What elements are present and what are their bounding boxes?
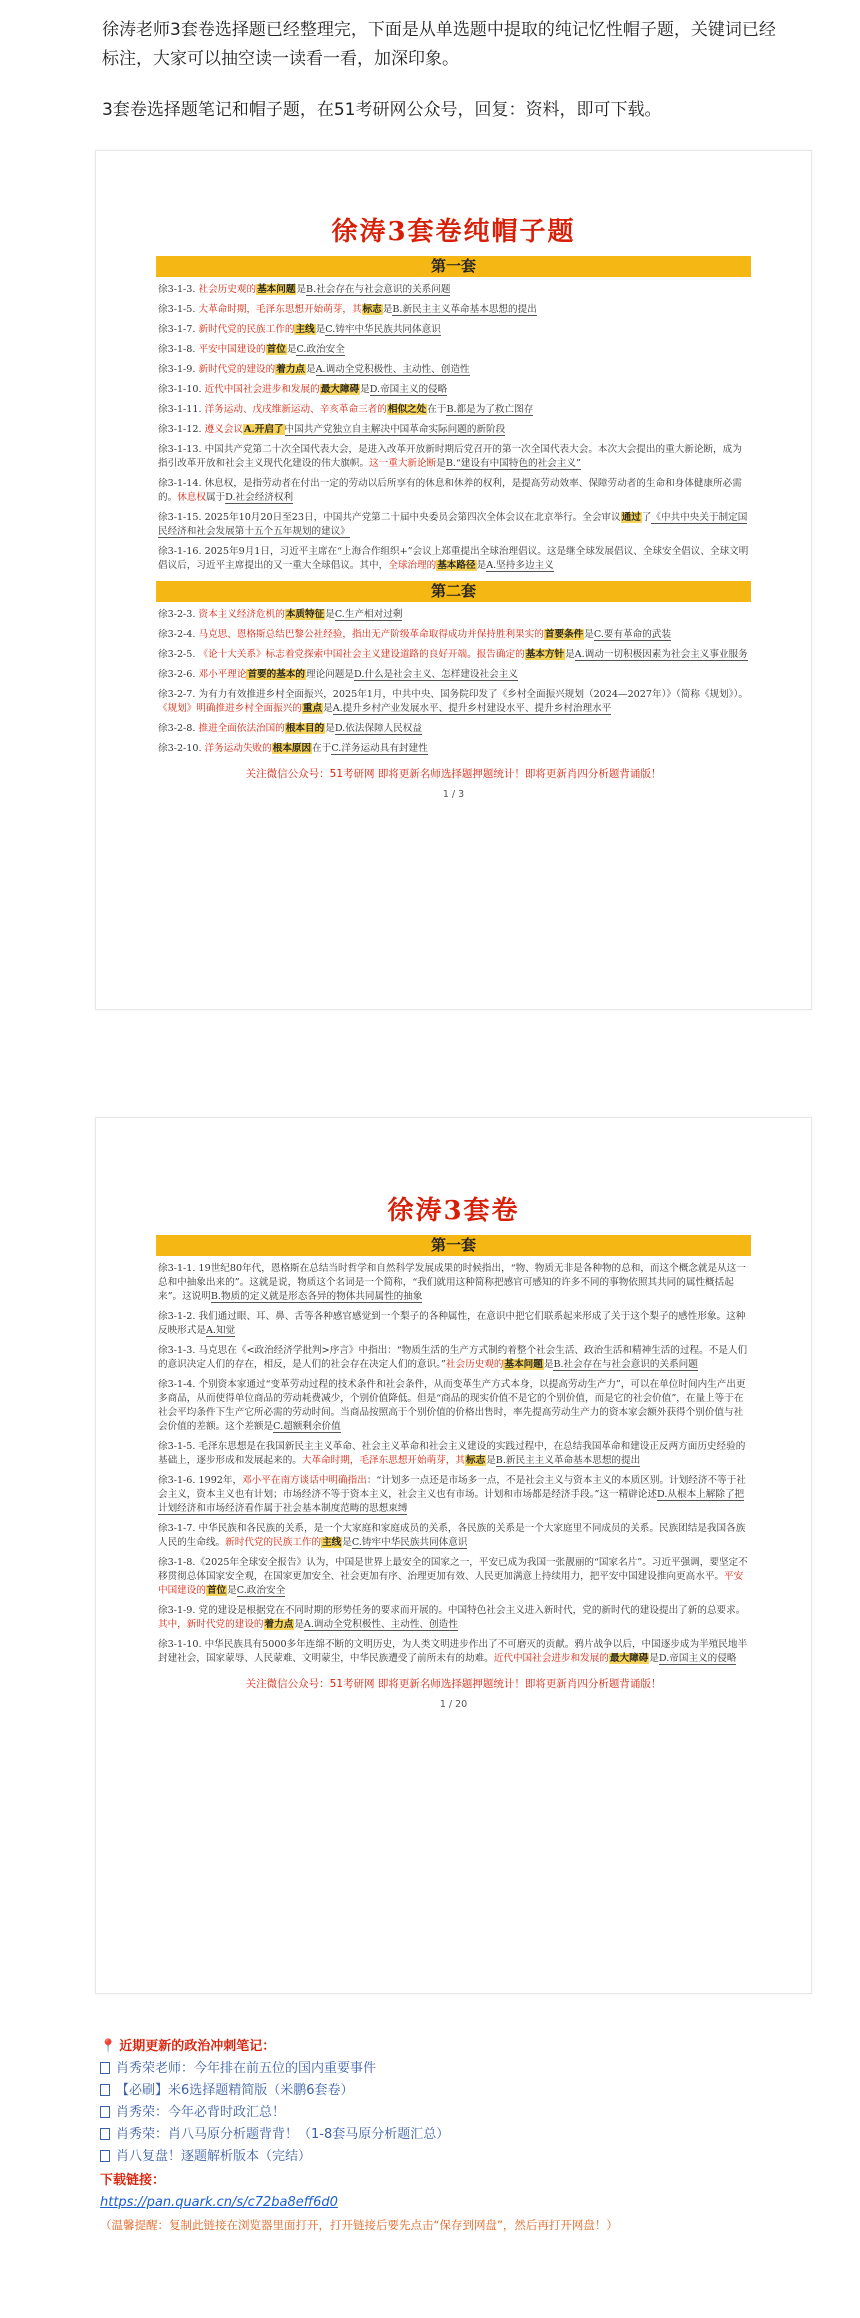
list-item: 徐3-2-5. 《论十大关系》标志着党探索中国社会主义建设道路的良好开端。报告确定的基本方针是A.调动一切积极因素为社会主义事业服务 xyxy=(158,649,748,660)
document-icon xyxy=(100,2128,110,2140)
list-item: 徐3-1-16. 2025年9月1日，习近平主席在“上海合作组织+”会议上郑重提出全球治理倡议。这是继全球发展倡议、全球安全倡议、全球文明倡议后，习近平主席提出的又一重大全球倡议。其中，全球治理的基本路径是A.坚持多边主义 xyxy=(158,546,749,571)
list-item: 徐3-1-3. 社会历史观的基本问题是B.社会存在与社会意识的关系问题 xyxy=(158,284,451,295)
document-icon xyxy=(100,2150,110,2162)
article-link[interactable]: 肖秀荣：肖八马原分析题背背！（1-8套马原分析题汇总） xyxy=(100,2124,800,2146)
list-item: 徐3-1-11. 洋务运动、戊戌维新运动、辛亥革命三者的相似之处在于B.都是为了救亡图存 xyxy=(158,404,534,415)
page-footer: 关注微信公众号：51考研网 即将更新名师选择题押题统计！即将更新肖四分析题背诵版！ xyxy=(245,768,662,780)
list-item: 徐3-1-8.《2025年全球安全报告》认为，中国是世界上最安全的国家之一，平安已成为我国一张靓丽的“国家名片”。习近平强调，要坚定不移贯彻总体国家安全观，在国家更加安全、社会更加有序、治理更加有效、人民更加满意上持续用力，把平安中国建设推向更高水平。平安中国建设的首位是C.政治安全 xyxy=(158,1557,748,1596)
links-section xyxy=(100,2036,800,2236)
question-list xyxy=(158,283,749,573)
page-number: 1 / 3 xyxy=(442,789,465,800)
question-list xyxy=(158,608,749,756)
section-bar: 第一套 xyxy=(156,256,751,277)
tip-text: （温馨提醒：复制此链接在浏览器里面打开，打开链接后要先点击“保存到网盘”，然后再打开网盘！） xyxy=(100,2218,618,2232)
links-header: 📍 近期更新的政治冲刺笔记： xyxy=(100,2039,276,2054)
list-item: 徐3-1-5. 毛泽东思想是在我国新民主主义革命、社会主义革命和社会主义建设的实践过程中，在总结我国革命和建设正反两方面历史经验的基础上，逐步形成和发展起来的。大革命时期，毛泽东思想开始萌芽，其标志是B.新民主主义革命基本思想的提出 xyxy=(158,1441,746,1466)
intro-paragraph: 徐涛老师3套卷选择题已经整理完，下面是从单选题中提取的纯记忆性帽子题，关键词已经标注，大家可以抽空读一读看一看，加深印象。 xyxy=(102,20,776,69)
list-item: 徐3-2-8. 推进全面依法治国的根本目的是D.依法保障人民权益 xyxy=(158,723,422,734)
download-url[interactable]: https://pan.quark.cn/s/c72ba8eff6d0 xyxy=(100,2195,338,2210)
list-item: 徐3-1-6. 1992年，邓小平在南方谈话中明确指出：“计划多一点还是市场多一点，不是社会主义与资本主义的本质区别。计划经济不等于社会主义，资本主义也有计划；市场经济不等于资本主义，社会主义也有市场。计划和市场都是经济手段。”这一精辟论述D.从根本上解除了把计划经济和市场经济看作属于社会基本制度范畴的思想束缚 xyxy=(158,1475,746,1514)
list-item: 徐3-1-1. 19世纪80年代，恩格斯在总结当时哲学和自然科学发展成果的时候指出，“物、物质无非是各种物的总和，而这个概念就是从这一总和中抽象出来的”。这就是说，物质这个名词是一个简称，“我们就用这种简称把感官可感知的许多不同的事物依照其共同的属性概括起来”。这说明B.物质的定义就是形态各异的物体共同属性的抽象 xyxy=(158,1263,746,1302)
page-number: 1 / 20 xyxy=(439,1699,468,1710)
intro-paragraph: 3套卷选择题笔记和帽子题，在51考研网公众号，回复：资料，即可下载。 xyxy=(102,100,662,120)
section-bar: 第二套 xyxy=(156,581,751,602)
section-bar: 第一套 xyxy=(156,1235,751,1256)
list-item: 徐3-1-9. 党的建设是根据党在不同时期的形势任务的要求而开展的。中国特色社会主义进入新时代，党的新时代的建设提出了新的总要求。其中，新时代党的建设的着力点是A.调动全党积极性、主动性、创造性 xyxy=(158,1605,746,1630)
list-item: 徐3-1-7. 中华民族和各民族的关系，是一个大家庭和家庭成员的关系，各民族的关系是一个大家庭里不同成员的关系。民族团结是我国各族人民的生命线。新时代党的民族工作的主线是C.铸牢中华民族共同体意识 xyxy=(158,1523,746,1548)
document-page xyxy=(95,1117,812,1994)
document-icon xyxy=(100,2084,110,2096)
page-title: 徐涛3套卷纯帽子题 xyxy=(331,217,576,247)
intro-section xyxy=(102,16,792,147)
list-item: 徐3-1-5. 大革命时期，毛泽东思想开始萌芽，其标志是B.新民主主义革命基本思想的提出 xyxy=(158,304,537,315)
document-icon xyxy=(100,2106,110,2118)
list-item: 徐3-2-7. 为有力有效推进乡村全面振兴，2025年1月，中共中央、国务院印发了《乡村全面振兴规划（2024—2027年）》（简称《规划》）。《规划》明确推进乡村全面振兴的重点是A.提升乡村产业发展水平、提升乡村建设水平、提升乡村治理水平 xyxy=(158,689,748,714)
list-item: 徐3-2-6. 邓小平理论首要的基本的理论问题是D.什么是社会主义、怎样建设社会主义 xyxy=(158,669,518,680)
list-item: 徐3-1-12. 遵义会议A.开启了中国共产党独立自主解决中国革命实际问题的新阶段 xyxy=(158,424,506,435)
article-link[interactable]: 肖秀荣：今年必背时政汇总！ xyxy=(100,2102,800,2124)
list-item: 徐3-1-15. 2025年10月20日至23日，中国共产党第二十届中央委员会第四次全体会议在北京举行。全会审议通过了《中共中央关于制定国民经济和社会发展第十五个五年规划的建议》 xyxy=(158,512,748,537)
question-list xyxy=(158,1262,749,1666)
list-item: 徐3-1-9. 新时代党的建设的着力点是A.调动全党积极性、主动性、创造性 xyxy=(158,364,470,375)
article-link[interactable]: 【必刷】米6选择题精简版（米鹏6套卷） xyxy=(100,2080,800,2102)
list-item: 徐3-1-3. 马克思在《<政治经济学批判>序言》中指出：“物质生活的生产方式制约着整个社会生活、政治生活和精神生活的过程。不是人们的意识决定人们的存在，相反，是人们的社会存在决定人们的意识。”社会历史观的基本问题是B.社会存在与社会意识的关系问题 xyxy=(158,1345,748,1370)
list-item: 徐3-1-13. 中国共产党第二十次全国代表大会，是进入改革开放新时期后党召开的第一次全国代表大会。本次大会提出的重大新论断，成为指引改革开放和社会主义现代化建设的伟大旗帜。这一重大新论断是B.“建设有中国特色的社会主义” xyxy=(158,444,742,469)
list-item: 徐3-1-4. 个别资本家通过“变革劳动过程的技术条件和社会条件，从而变革生产方式本身，以提高劳动生产力”，可以在单位时间内生产出更多商品，从而使得单位商品的劳动耗费减少，个别价值降低。但是“商品的现实价值不是它的个别价值，而是它的社会价值”，在量上等于在社会平均条件下生产它所必需的劳动时间。当商品按照高于个别价值的价格出售时，率先提高劳动生产力的资本家会额外获得个别价值与社会价值的差额。这个差额是C.超额剩余价值 xyxy=(158,1379,746,1432)
pin-icon: 📍 xyxy=(100,2039,117,2054)
page-footer: 关注微信公众号：51考研网 即将更新名师选择题押题统计！即将更新肖四分析题背诵版！ xyxy=(245,1678,662,1690)
document-page xyxy=(95,150,812,1010)
article-link[interactable]: 肖秀荣老师：今年排在前五位的国内重要事件 xyxy=(100,2058,800,2080)
download-label: 下载链接： xyxy=(100,2173,166,2188)
article-link[interactable]: 肖八复盘！逐题解析版本（完结） xyxy=(100,2146,800,2168)
list-item: 徐3-1-10. 中华民族具有5000多年连绵不断的文明历史，为人类文明进步作出了不可磨灭的贡献。鸦片战争以后，中国逐步成为半殖民地半封建社会，国家蒙辱、人民蒙难、文明蒙尘，中华民族遭受了前所未有的劫难。近代中国社会进步和发展的最大障碍是D.帝国主义的侵略 xyxy=(158,1639,748,1664)
list-item: 徐3-1-10. 近代中国社会进步和发展的最大障碍是D.帝国主义的侵略 xyxy=(158,384,448,395)
page-title: 徐涛3套卷 xyxy=(387,1196,520,1226)
list-item: 徐3-1-14. 休息权，是指劳动者在付出一定的劳动以后所享有的休息和休养的权利，是提高劳动效率、保障劳动者的生命和身体健康所必需的。休息权属于D.社会经济权利 xyxy=(158,478,742,503)
list-item: 徐3-2-3. 资本主义经济危机的本质特征是C.生产相对过剩 xyxy=(158,609,403,620)
list-item: 徐3-2-4. 马克思、恩格斯总结巴黎公社经验，指出无产阶级革命取得成功并保持胜利果实的首要条件是C.要有革命的武装 xyxy=(158,629,672,640)
document-icon xyxy=(100,2062,110,2074)
list-item: 徐3-1-2. 我们通过眼、耳、鼻、舌等各种感官感觉到一个梨子的各种属性，在意识中把它们联系起来形成了关于这个梨子的感性形象。这种反映形式是A.知觉 xyxy=(158,1311,746,1336)
list-item: 徐3-1-7. 新时代党的民族工作的主线是C.铸牢中华民族共同体意识 xyxy=(158,324,441,335)
list-item: 徐3-1-8. 平安中国建设的首位是C.政治安全 xyxy=(158,344,345,355)
list-item: 徐3-2-10. 洋务运动失败的根本原因在于C.洋务运动具有封建性 xyxy=(158,743,428,754)
